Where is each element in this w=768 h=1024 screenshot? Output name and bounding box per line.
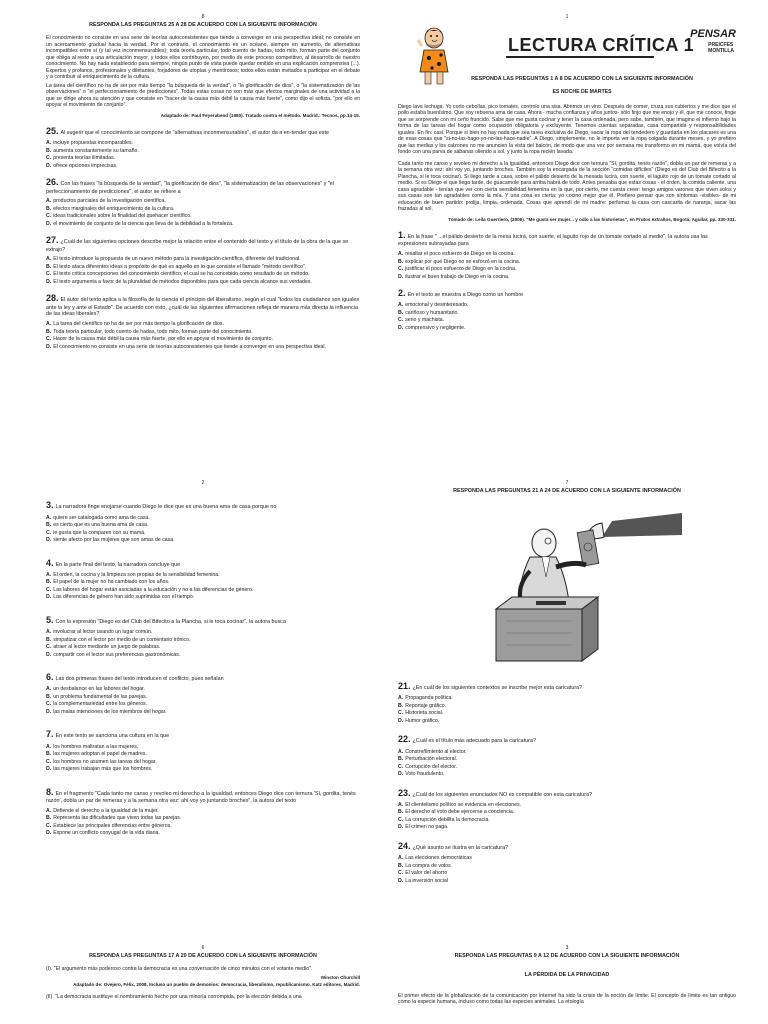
option-text: El derecho al voto debe ejercerse a conciencia. <box>405 809 515 816</box>
option-letter: C. <box>398 816 404 823</box>
answer-options <box>46 140 360 169</box>
answer-option[interactable] <box>398 251 736 258</box>
reading-paragraph: Cada tanto me canso y revoleo mi derecho a la igualdad, entonces Diego dice con ternura "Sí, gordita, tenés razón", dobla un par de remeras y a la semana otra vez: ahí voy yo, juntando broches. También soy la encargada de la sección "comidas difíciles" (Diego es del Club del Bifecito a la Plancha, si le toca cocinar). Si llego tarde a casa, sobre el pálido desierto de la mesada lucirá, con suerte, el laguito rojo de un tomate cortado al medio. Si es Diego el que llega tarde, de guacamole para arriba habrá de todo. Antes pensaba que estas cosas - el orden, la comida caliente, una casa agradable - tenían que ver con cierta sensibilidad femenina en la que, por cierto, me cuesta creer: tengo amigos varones que viven solos y sus casas son tan agradables como la mía. Y una cosa es cierta: yo cocino mejor que él. Prefiero pensar que son síntomas -visibles- de mi educación de buen partido: prolija, limpia, ordenada. Cosas que aprendí de mi madre: perfumar la casa con cascarita de naranja, sacar las frazadas al sol. <box>398 160 736 212</box>
option-text: los hombres no asumen las tareas del hogar. <box>53 758 157 765</box>
answer-option[interactable] <box>398 870 736 877</box>
question-item <box>46 235 360 285</box>
section-header: RESPONDA LAS PREGUNTAS 21 A 24 DE ACUERDO CON LA SIGUIENTE INFORMACIÓN <box>453 488 681 495</box>
option-text: siente afecto por las mujeres que son amas de casa. <box>53 537 175 543</box>
option-text: serio y machista. <box>405 317 445 324</box>
question-item <box>46 177 360 227</box>
answer-option[interactable] <box>46 522 360 529</box>
option-letter: A. <box>398 251 404 258</box>
option-letter: B. <box>46 205 52 212</box>
question-item <box>46 126 360 169</box>
answer-option[interactable] <box>398 695 736 702</box>
question-number: 1. <box>398 230 406 241</box>
answer-option[interactable] <box>46 148 360 155</box>
option-text: Toda teoría particular, todo cuento de hadas, todo mito, forman parte del conocimiento. <box>53 328 253 335</box>
option-letter: D. <box>46 708 52 715</box>
answer-option[interactable] <box>46 221 360 228</box>
option-letter: B. <box>398 756 404 762</box>
answer-option[interactable] <box>398 771 736 778</box>
question-item <box>46 787 360 837</box>
question-item <box>46 558 360 601</box>
option-letter: D. <box>46 343 52 350</box>
answer-option[interactable] <box>46 572 360 579</box>
answer-option[interactable] <box>46 709 360 716</box>
brand-subtitle <box>708 42 734 54</box>
question-item <box>398 230 736 280</box>
option-text: los hombres maltratan a las mujeres. <box>53 743 139 750</box>
answer-option[interactable] <box>46 213 360 220</box>
answer-option[interactable] <box>46 279 360 286</box>
option-letter: D. <box>46 220 52 227</box>
answer-option[interactable] <box>398 274 736 281</box>
option-text: quiere ser catalogada como ama de casa. <box>53 514 150 521</box>
option-letter: B. <box>46 751 52 757</box>
option-text: El orden, la cocina y la limpieza son propias de la sensibilidad femenina. <box>53 571 220 578</box>
option-text: Las labores del hogar están asociadas a la educación y no a las diferencias de género. <box>53 586 254 593</box>
answer-option[interactable] <box>398 259 736 266</box>
answer-option[interactable] <box>398 855 736 862</box>
option-text: La corrupción debilita la democracia. <box>405 816 490 823</box>
answer-option[interactable] <box>398 878 736 885</box>
option-text: La inversión social <box>405 877 448 884</box>
answer-option[interactable] <box>398 317 736 324</box>
reading-title: LA PÉRDIDA DE LA PRIVACIDAD <box>524 972 610 978</box>
option-letter: D. <box>398 717 404 724</box>
option-letter: A. <box>398 748 404 755</box>
answer-option[interactable] <box>46 206 360 213</box>
answer-option[interactable] <box>398 703 736 710</box>
answer-option[interactable] <box>46 515 360 522</box>
answer-option[interactable] <box>46 264 360 271</box>
option-letter: B. <box>398 258 404 265</box>
option-letter: D. <box>46 830 52 836</box>
answer-option[interactable] <box>46 155 360 162</box>
question-text: ¿Cuál de los siguientes enunciados NO es compatible con esta caricatura? <box>412 791 593 798</box>
question-text: Con las frases "la búsqueda de la verdad", "la glorificación de dios", "la sistematización de las observaciones" y "el perfeccionamiento de predicciones", el autor se refiere a <box>46 181 335 195</box>
option-letter: A. <box>46 571 52 578</box>
question-text: En este texto se sanciona una cultura en la que <box>55 733 170 740</box>
option-text: un problema fundamental de las parejas. <box>53 693 148 700</box>
option-letter: D. <box>398 824 404 831</box>
answer-option[interactable] <box>398 802 736 809</box>
option-letter: A. <box>46 321 52 328</box>
source-citation: Adaptado de: Ovejero, Félix, 2008, Incluso un pueblo de demonios: democracia, liberalismo, republicanismo. Katz editores, Madrid. <box>73 982 360 988</box>
option-text: es cierto que es una buena ama de casa. <box>53 522 149 528</box>
question-list <box>46 500 360 836</box>
question-number: 3. <box>46 500 54 511</box>
reading-paragraph: (I). "El argumento más poderoso contra la democracia es una conversación de cinco minutos con el votante medio". <box>46 966 313 972</box>
question-text: En el fragmento "Cada tanto me canso y revoleo mi derecho a la igualdad, entonces Diego dice con ternura 'Sí, gordita, tenés razón', dobla un par de remeras y a la semana otra vez: ahí voy yo juntando broches", la autora del texto <box>46 790 356 804</box>
question-number: 6. <box>46 672 54 682</box>
page-7-section <box>398 480 736 940</box>
quote-author: Winston Churchill <box>320 974 360 980</box>
option-letter: B. <box>46 263 52 270</box>
option-letter: A. <box>46 256 52 263</box>
answer-options <box>46 321 360 350</box>
option-letter: B. <box>398 862 404 869</box>
answer-option[interactable] <box>398 325 736 332</box>
option-letter: C. <box>398 763 404 770</box>
answer-option[interactable] <box>46 744 360 751</box>
option-letter: D. <box>398 273 404 280</box>
question-item <box>46 615 360 658</box>
reading-paragraph: Diego lava lechuga. Yo corto cebollas, pico tomates, controlo una sisa. Abrimos un vino. Después de comer, cruza sus cubiertos y me dice que el pollo estaba buenísimo. Que soy rebuena ama de casa. Ahora - mucha confianza y años juntos- sólo finjo que me enojo y él, que me conoce, finge que se sorprende con mi ceño fruncido. Sabe que me gusta cocinar y tener la casa ordenada, pero sabe, también, que imagino el infierno bajo la forma de las tareas del hogar como ocupación obligatoria y excluyente. Tenemos cuentas separadas, casa compartida y responsabilidades iguales. En fin: casi. Porque si bien no hay nada que sea tarea exclusiva de Diego, sacar la ropa del tendedero y guardarla en los placares es una de esas cosas que "si-no-las-hago-yo-no-las-hace-nadie". A Diego, simplemente, no le importa ver la ropa colgada durante meses, y yo prefiero que las medias y los calzones no me anuncien la vista del balcón, de modo que una vez por semana me transformo en mi mamá, que volvía del fondo con una parva de sábanas oliendo a sol, y junto la ropa recién lavada. <box>398 103 736 155</box>
answer-option[interactable] <box>46 637 360 644</box>
answer-options <box>46 515 360 544</box>
question-text: Las dos primeras frases del texto introducen el conflicto, pues señalan <box>55 676 224 682</box>
section-header: RESPONDA LAS PREGUNTAS 9 A 12 DE ACUERDO CON LA SIGUIENTE INFORMACIÓN <box>454 953 680 960</box>
question-list <box>398 230 736 331</box>
page-number: 1 <box>565 14 569 20</box>
option-letter: D. <box>398 771 404 777</box>
answer-options <box>46 808 360 837</box>
answer-options <box>46 744 360 773</box>
option-letter: A. <box>46 140 52 147</box>
answer-option[interactable] <box>46 751 360 758</box>
section-header: RESPONDA LAS PREGUNTAS 1 A 8 DE ACUERDO CON LA SIGUIENTE INFORMACIÓN <box>471 76 693 83</box>
answer-option[interactable] <box>398 863 736 870</box>
answer-options <box>398 802 736 831</box>
option-text: Expone un conflicto conyugal de la vida diaria. <box>53 830 160 836</box>
question-number: 22. <box>398 734 411 745</box>
source-citation: Adaptado de: Paul Feyerabend (1980). Tratado contra el método. Madrid.: Tecnos, pp.14-15. <box>160 112 360 118</box>
option-letter: C. <box>398 870 404 876</box>
question-text: El autor del texto aplica a la filosofía de la ciencia el principio del liberalismo, según el cual "todos los ciudadanos son iguales ante la ley y ante el Estado". De acuerdo con esto, ¿cuál de las siguientes afirmaciones refleja de manera más directa la influencia de las ideas liberales? <box>46 297 360 318</box>
question-text: En la frase " ...el pálido desierto de la mesa lucirá, con suerte, el laguito rojo de un tomate cortado al medio", la autora usa las expresiones subrayadas para <box>398 234 708 248</box>
answer-option[interactable] <box>398 756 736 763</box>
answer-option[interactable] <box>46 537 360 544</box>
answer-option[interactable] <box>46 644 360 651</box>
option-text: El papel de la mujer no ha cambiado con los años. <box>53 579 170 586</box>
option-letter: B. <box>398 702 404 709</box>
page-3-section <box>398 945 736 1024</box>
option-letter: C. <box>398 317 404 324</box>
answer-options <box>46 629 360 658</box>
option-letter: A. <box>46 629 52 635</box>
question-list <box>46 126 360 350</box>
option-text: Propaganda política. <box>405 695 453 702</box>
option-text: las mujeres trabajan más que los hombres. <box>53 766 153 772</box>
option-text: Hacer de la causa más débil la causa más fuerte, por ello en apoyar el movimiento de conjunto. <box>53 336 273 343</box>
answer-option[interactable] <box>398 310 736 317</box>
page-2-section <box>46 480 360 940</box>
question-text: ¿Cuál es el título más adecuado para la caricatura? <box>412 738 536 745</box>
question-number: 23. <box>398 787 411 798</box>
source-citation: Tomado de: Leila Guerriero, (2009). "Me gusta ser mujer... y odio a las historietas", en Frutos extraños, Bogotá, Aguilar, pp. 330-331. <box>448 216 736 222</box>
question-text: En la parte final del texto, la narradora concluye que <box>55 561 181 568</box>
option-text: La compra de votos <box>405 862 451 869</box>
answer-option[interactable] <box>46 594 360 601</box>
option-letter: C. <box>46 271 52 278</box>
option-text: comprensivo y negligente. <box>405 324 466 331</box>
option-text: la complementariedad entre los géneros. <box>53 701 148 708</box>
option-letter: C. <box>46 213 52 220</box>
option-text: El valor del ahorro <box>405 870 448 876</box>
answer-option[interactable] <box>46 321 360 328</box>
answer-option[interactable] <box>398 764 736 771</box>
option-text: Historieta social. <box>405 710 444 717</box>
option-letter: D. <box>46 594 52 601</box>
answer-options <box>398 855 736 884</box>
question-item <box>398 734 736 777</box>
option-letter: C. <box>398 266 404 273</box>
answer-option[interactable] <box>46 530 360 537</box>
title-underline <box>506 56 654 58</box>
question-item <box>398 841 736 884</box>
option-text: ilustrar el buen trabajo de Diego en la cocina. <box>405 273 510 280</box>
cartoon-character-icon <box>412 26 454 88</box>
option-letter: A. <box>46 807 52 814</box>
question-list <box>398 681 736 884</box>
answer-option[interactable] <box>46 140 360 147</box>
answer-option[interactable] <box>46 629 360 636</box>
answer-option[interactable] <box>46 256 360 263</box>
option-text: ofrece opciones imprecisas. <box>53 162 118 169</box>
option-text: Reportaje gráfico. <box>405 702 447 709</box>
page-number: 7 <box>565 480 569 486</box>
option-letter: C. <box>46 529 52 536</box>
answer-option[interactable] <box>46 766 360 773</box>
question-text: En el texto se muestra a Diego como un hombre <box>407 292 524 299</box>
question-number: 4. <box>46 557 54 568</box>
answer-option[interactable] <box>46 271 360 278</box>
option-letter: B. <box>46 579 52 586</box>
reading-title: ES NOCHE DE MARTES <box>552 89 612 95</box>
option-text: Humor gráfico. <box>405 717 440 724</box>
option-letter: A. <box>46 514 52 521</box>
answer-options <box>46 572 360 601</box>
answer-option[interactable] <box>398 710 736 717</box>
option-letter: B. <box>398 309 404 316</box>
page-number: 2 <box>201 480 205 486</box>
option-letter: B. <box>46 147 52 154</box>
answer-option[interactable] <box>46 329 360 336</box>
option-letter: A. <box>398 695 404 702</box>
option-letter: A. <box>398 302 404 309</box>
option-text: ideas tradicionales sobre la finalidad del quehacer científico. <box>53 213 192 220</box>
option-letter: A. <box>46 743 52 750</box>
answer-option[interactable] <box>398 824 736 831</box>
question-item <box>46 500 360 543</box>
question-text: Al sugerir que el conocimiento se compone de "alternativas inconmensurables", el autor da a en-tender que este <box>60 130 329 137</box>
option-text: aumenta constantemente su tamaño. <box>53 147 139 154</box>
title-banner <box>398 22 736 62</box>
option-letter: D. <box>46 651 52 658</box>
brand-subtitle-line: PREICFES <box>708 42 734 49</box>
answer-options <box>46 256 360 285</box>
question-item <box>398 288 736 331</box>
answer-option[interactable] <box>46 652 360 659</box>
question-number: 21. <box>398 681 411 691</box>
option-text: un desbalance en las labores del hogar. <box>53 686 145 693</box>
option-text: El texto introduce la propuesta de un nuevo método para la investigación científica, diferente del tradicional. <box>53 256 301 263</box>
option-letter: B. <box>46 328 52 335</box>
option-text: Representa las dificultades que viven todas las parejas. <box>53 815 182 821</box>
option-letter: A. <box>398 855 404 861</box>
option-text: Perturbación electoral. <box>405 756 458 762</box>
question-text: ¿Cuál de las siguientes opciones describe mejor la relación entre el contenido del texto y el título de la obra de la que se extrajo? <box>46 239 349 253</box>
option-letter: B. <box>46 522 52 528</box>
question-item <box>46 672 360 715</box>
option-text: le gusta que la comparen con su mamá. <box>53 529 146 536</box>
answer-option[interactable] <box>46 759 360 766</box>
reading-paragraph: La tarea del científico no ha de ser por más tiempo "la búsqueda de la verdad", o "la glorificación de dios", o "la sistematización de las observaciones" o "el perfeccionamiento de predicciones". Todas estas cosas no son más que efectos marginales de una actividad a la que se dirige ahora su atención y que consiste en "hacer de la causa más débil la causa más fuerte", como dijo el sofista, "por ello en apoyar el movimiento de conjunto". <box>46 82 360 108</box>
option-letter: D. <box>46 537 52 543</box>
question-item <box>398 681 736 724</box>
question-number: 26. <box>46 177 59 188</box>
answer-option[interactable] <box>398 302 736 309</box>
answer-option[interactable] <box>46 344 360 351</box>
option-text: Corrupción del elector. <box>405 763 458 770</box>
section-header: RESPONDA LAS PREGUNTAS 25 A 28 DE ACUERDO CON LA SIGUIENTE INFORMACIÓN <box>89 22 317 29</box>
option-letter: C. <box>46 644 52 650</box>
option-text: justificar el poco esfuerzo de Diego en la cocina. <box>405 266 517 273</box>
question-text: La narradora finge enojarse cuando Diego le dice que es una buena ama de casa porque no <box>55 504 277 511</box>
reading-paragraph: (II). "La democracia sustituye el nombramiento hecho por una minoría corrompida, por la elección debida a una <box>46 993 302 1000</box>
option-text: involucrar al lector usando un lugar común. <box>53 629 153 635</box>
answer-option[interactable] <box>46 823 360 830</box>
answer-option[interactable] <box>46 701 360 708</box>
option-text: El texto ataca diferentes ideas a propósito de qué es aquello en lo que consiste el llamado "método científico". <box>53 263 307 270</box>
option-text: presenta teorías ilimitadas. <box>53 155 116 162</box>
question-number: 8. <box>46 786 54 797</box>
page-8-section <box>46 14 360 454</box>
option-text: Las elecciones democráticas <box>405 855 472 861</box>
option-letter: C. <box>398 710 404 717</box>
question-number: 5. <box>46 614 54 625</box>
answer-options <box>398 251 736 280</box>
question-number: 28. <box>46 293 59 304</box>
option-text: El texto argumenta a favor de la pluralidad de métodos disponibles para que cada ciencia alcance sus verdades. <box>53 278 312 285</box>
option-letter: C. <box>46 336 52 343</box>
option-text: compartir con el lector sus preferencias gastronómicas. <box>53 651 181 658</box>
option-letter: C. <box>46 822 52 829</box>
brand-logo: PENSAR <box>690 28 736 41</box>
answer-option[interactable] <box>46 579 360 586</box>
brand-subtitle-line: MONTILLA <box>708 48 734 55</box>
answer-option[interactable] <box>46 198 360 205</box>
question-text: ¿En cuál de los siguientes contextos se inscribe mejor esta caricatura? <box>412 685 583 691</box>
option-text: las malas intenciones de los miembros del hogar. <box>53 708 167 715</box>
ballot-box-cartoon-image <box>452 501 682 671</box>
option-text: cariñoso y humanitario. <box>405 309 459 316</box>
page-number: 8 <box>201 14 205 20</box>
option-letter: A. <box>46 686 52 693</box>
answer-options <box>398 749 736 778</box>
option-letter: D. <box>46 162 52 169</box>
page-6-section <box>46 945 360 1024</box>
reading-paragraph: El primer efecto de la globalización de la comunicación por internet ha sido la crisis de la noción de límite. El concepto de límite es tan antiguo como la especie humana, incluso como todas las especies animales. La etología <box>398 992 736 1006</box>
option-text: Las diferencias de género han sido suprimidas con el tiempo. <box>53 594 195 601</box>
option-letter: B. <box>46 636 52 643</box>
question-number: 7. <box>46 729 54 740</box>
question-number: 2. <box>398 288 406 299</box>
option-letter: B. <box>46 693 52 700</box>
page-1-section <box>398 14 736 454</box>
answer-option[interactable] <box>46 686 360 693</box>
question-number: 24. <box>398 840 411 851</box>
option-text: el movimiento de conjunto de la ciencia que lleva de la debilidad a la fortaleza. <box>53 220 234 227</box>
option-text: Defiende el derecho a la igualdad de la mujer. <box>53 807 159 814</box>
option-letter: D. <box>398 877 404 884</box>
option-text: atraer al lector mediante un juego de palabras. <box>53 644 161 650</box>
option-letter: C. <box>46 758 52 765</box>
option-letter: D. <box>46 278 52 285</box>
answer-option[interactable] <box>398 749 736 756</box>
option-text: El crimen no paga. <box>405 824 449 831</box>
answer-options <box>46 198 360 227</box>
question-number: 27. <box>46 235 59 246</box>
section-header: RESPONDA LAS PREGUNTAS 17 A 20 DE ACUERDO CON LA SIGUIENTE INFORMACIÓN <box>89 953 317 960</box>
option-letter: B. <box>46 815 52 821</box>
answer-option[interactable] <box>46 808 360 815</box>
page-title: LECTURA CRÍTICA 1 <box>508 35 695 56</box>
answer-option[interactable] <box>398 817 736 824</box>
option-text: La tarea del científico no ha de ser por más tiempo la glorificación de dios. <box>53 321 224 328</box>
option-letter: C. <box>46 155 52 162</box>
question-item <box>398 788 736 831</box>
option-text: Constreñimiento al elector. <box>405 748 467 755</box>
option-text: El conocimiento no consiste en una serie de teorías autoconsistentes que tiende a converger en una perspectiva ideal. <box>53 343 326 350</box>
option-text: El clientelismo político se evidencia en elecciones. <box>405 801 522 808</box>
question-text: ¿Qué asunto se ilustra en la caricatura? <box>412 844 509 851</box>
option-text: incluye propuestas incomparables. <box>53 140 134 147</box>
option-text: simpatizar con el lector por medio de un comentario irónico. <box>53 636 191 643</box>
option-letter: D. <box>398 324 404 331</box>
option-text: resaltar el poco esfuerzo de Diego en la cocina. <box>405 251 515 258</box>
option-letter: A. <box>46 198 52 205</box>
option-text: El texto critica concepciones del conocimiento científico, el cual se ha concebido como resultado de un método. <box>53 271 310 278</box>
answer-options <box>398 695 736 724</box>
option-text: Establece las principales diferencias entre géneros. <box>53 822 172 829</box>
answer-option[interactable] <box>46 694 360 701</box>
question-text: Con la expresión "Diego es del Club del Bifecito a la Plancha, si le toca cocinar", la autora busca <box>55 618 286 625</box>
answer-option[interactable] <box>46 815 360 822</box>
option-text: explicar por qué Diego no se esforzó en la cocina. <box>405 258 521 265</box>
option-text: emocional y desinteresado. <box>405 302 469 309</box>
page-number: 6 <box>201 945 205 951</box>
answer-option[interactable] <box>398 718 736 725</box>
answer-options <box>398 302 736 331</box>
answer-option[interactable] <box>46 336 360 343</box>
option-letter: A. <box>398 801 404 808</box>
answer-options <box>46 686 360 715</box>
option-text: efectos marginales del enriquecimiento de la cultura. <box>53 205 175 212</box>
answer-option[interactable] <box>46 830 360 837</box>
option-text: Voto fraudulento. <box>405 771 445 777</box>
question-number: 25. <box>46 126 59 137</box>
answer-option[interactable] <box>398 266 736 273</box>
question-item <box>46 729 360 772</box>
option-text: productos parciales de la investigación científica. <box>53 198 166 205</box>
page-number: 3 <box>565 945 569 951</box>
option-text: las mujeres adoptan el papel de madres. <box>53 751 147 757</box>
option-letter: C. <box>46 701 52 708</box>
option-letter: D. <box>46 766 52 772</box>
option-letter: B. <box>398 809 404 816</box>
question-item <box>46 293 360 350</box>
answer-option[interactable] <box>398 809 736 816</box>
reading-paragraph: El conocimiento no consiste en una serie de teorías autoconsistentes que tiende a converger en una perspectiva ideal; no consiste en un acercamiento gradual hacia la verdad. Por el contrario, el conocimiento es un océano, siempre en aumento, de alternativas incompatibles entre sí (y tal vez inconmensurables); toda teoría particular, todo cuento de hadas, todo mito, forman parte del conjunto que obliga al resto a una articulación mayor, y todos ellos contribuyen, por medio de este proceso competitivo, al desarrollo de nuestro conocimiento. No hay nada establecido para siempre, ningún punto de vista puede quedar omitido en una explicación comprensiva (...). Expertos y profanos, profesionales y diletantes, forjadores de utopías y mentirosos; todos ellos están invitados a participar en el debate y a contribuir al enriquecimiento de la cultura. <box>46 35 360 80</box>
option-letter: C. <box>46 586 52 593</box>
answer-option[interactable] <box>46 587 360 594</box>
answer-option[interactable] <box>46 163 360 170</box>
